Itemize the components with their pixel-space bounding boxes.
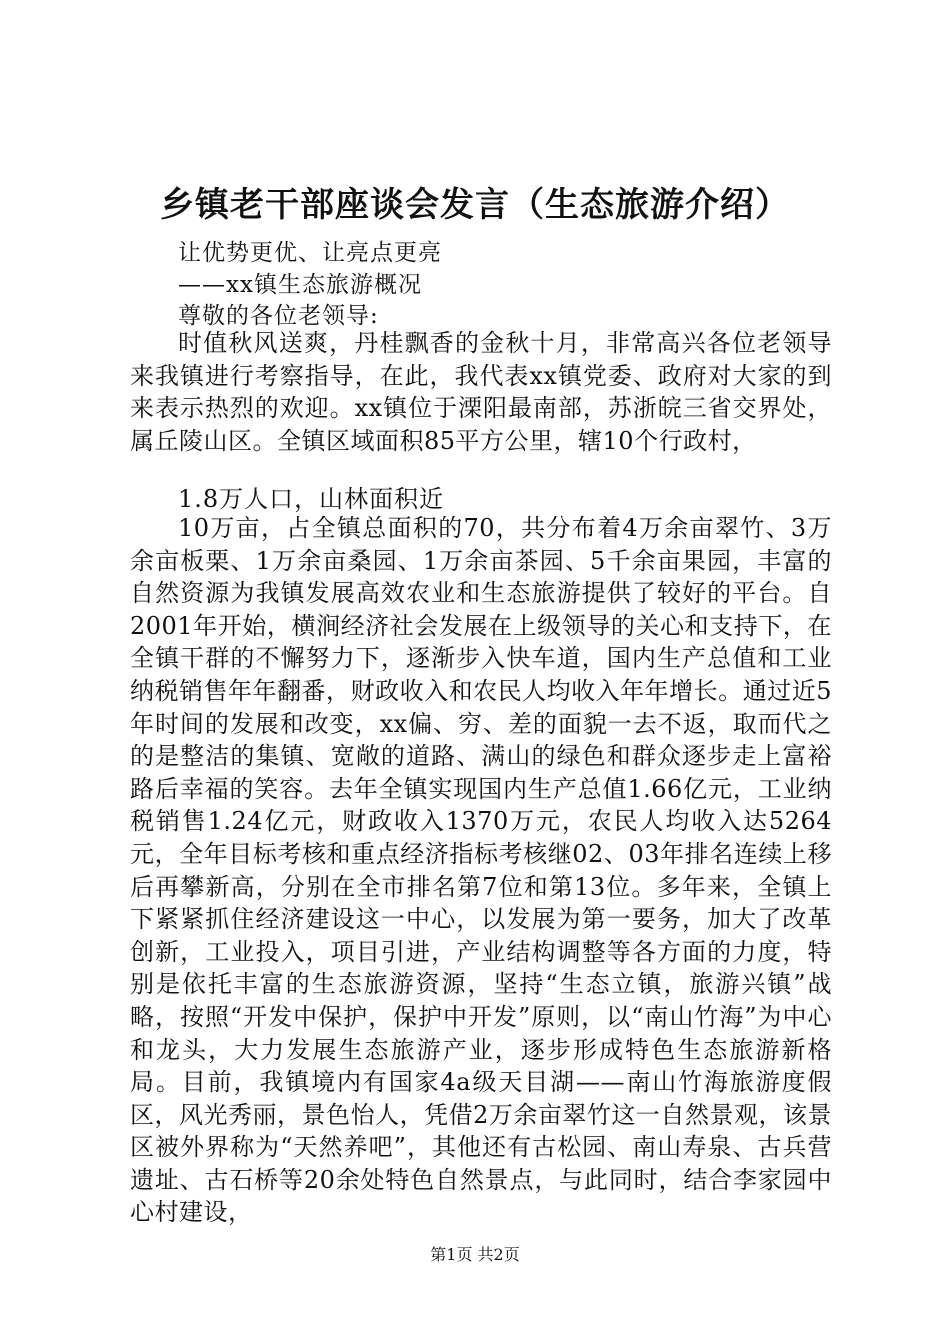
paragraph-1-block (130, 327, 832, 457)
paragraph-3-block (130, 512, 832, 1229)
salutation: 尊敬的各位老领导: (178, 303, 379, 329)
subtitle-line-2: ——xx镇生态旅游概况 (178, 272, 422, 298)
page-footer: 第1页 共2页 (430, 1245, 520, 1264)
paragraph-1: 时值秋风送爽，丹桂飘香的金秋十月，非常高兴各位老领导来我镇进行考察指导，在此，我代表xx镇党委、政府对大家的到来表示热烈的欢迎。xx镇位于溧阳最南部，苏浙皖三省交界处，属丘陵山区。全镇区域面积85平方公里，辖10个行政村， (130, 329, 832, 455)
document-title: 乡镇老干部座谈会发言（生态旅游介绍） (160, 185, 790, 225)
paragraph-2: 1.8万人口，山林面积近 (178, 485, 445, 513)
subtitle-line-1: 让优势更优、让亮点更亮 (178, 240, 442, 266)
paragraph-3: 10万亩，占全镇总面积的70，共分布着4万余亩翠竹、3万余亩板栗、1万余亩桑园、1万余亩茶园、5千余亩果园，丰富的自然资源为我镇发展高效农业和生态旅游提供了较好的平台。自2001年开始，横涧经济社会发展在上级领导的关心和支持下，在全镇干群的不懈努力下，逐渐步入快车道，国内生产总值和工业纳税销售年年翻番，财政收入和农民人均收入年年增长。通过近5年时间的发展和改变，xx偏、穷、差的面貌一去不返，取而代之的是整洁的集镇、宽敞的道路、满山的绿色和群众逐步走上富裕路后幸福的笑容。去年全镇实现国内生产总值1.66亿元，工业纳税销售1.24亿元，财政收入1370万元，农民人均收入达5264元，全年目标考核和重点经济指标考核继02、03年排名连续上移后再攀新高，分别在全市排名第7位和第13位。多年来，全镇上下紧紧抓住经济建设这一中心，以发展为第一要务，加大了改革创新，工业投入，项目引进，产业结构调整等各方面的力度，特别是依托丰富的生态旅游资源，坚持“生态立镇，旅游兴镇”战略，按照“开发中保护，保护中开发”原则，以“南山竹海”为中心和龙头，大力发展生态旅游产业，逐步形成特色生态旅游新格局。目前，我镇境内有国家4a级天目湖——南山竹海旅游度假区，风光秀丽，景色怡人，凭借2万余亩翠竹这一自然景观，该景区被外界称为“天然养吧”，其他还有古松园、南山寿泉、古兵营遗址、古石桥等20余处特色自然景点，与此同时，结合李家园中心村建设， (130, 514, 832, 1227)
